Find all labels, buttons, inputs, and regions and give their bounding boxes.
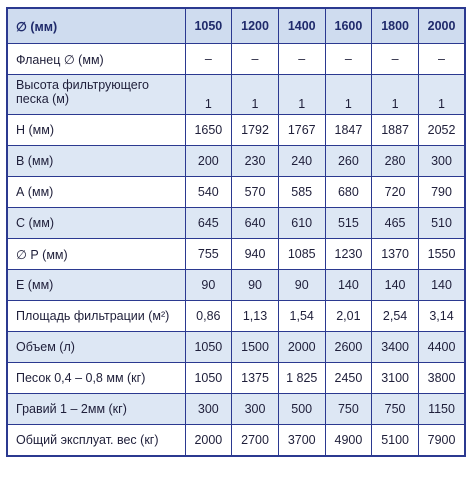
row-label: Е (мм) [7, 270, 185, 301]
row-value: 5100 [372, 425, 419, 457]
row-value: 1550 [418, 239, 465, 270]
row-value: 300 [418, 146, 465, 177]
row-value: 940 [232, 239, 279, 270]
row-value: 640 [232, 208, 279, 239]
table-row [7, 115, 465, 146]
row-label: Объем (л) [7, 332, 185, 363]
row-value: 1 [325, 75, 372, 115]
table-row [7, 270, 465, 301]
row-value: 1370 [372, 239, 419, 270]
row-value: 2600 [325, 332, 372, 363]
table-row [7, 75, 465, 115]
row-value: 1 [278, 75, 325, 115]
row-value: 510 [418, 208, 465, 239]
header-diameter: 1600 [325, 8, 372, 44]
row-label: Площадь фильтрации (м²) [7, 301, 185, 332]
table-row [7, 425, 465, 457]
row-label: Фланец ∅ (мм) [7, 44, 185, 75]
row-value: 260 [325, 146, 372, 177]
row-label: С (мм) [7, 208, 185, 239]
row-label: Общий эксплуат. вес (кг) [7, 425, 185, 457]
row-value: 515 [325, 208, 372, 239]
row-value: 2,01 [325, 301, 372, 332]
row-value: 3,14 [418, 301, 465, 332]
row-value: 1 [232, 75, 279, 115]
row-value: 200 [185, 146, 232, 177]
row-value: – [372, 44, 419, 75]
row-label: Высота фильтрующего песка (м) [7, 75, 185, 115]
row-value: 1 825 [278, 363, 325, 394]
table-row [7, 208, 465, 239]
row-value: 140 [372, 270, 419, 301]
row-value: 610 [278, 208, 325, 239]
table-row [7, 332, 465, 363]
header-diameter: 1400 [278, 8, 325, 44]
row-label: А (мм) [7, 177, 185, 208]
row-value: 0,86 [185, 301, 232, 332]
row-value: 3700 [278, 425, 325, 457]
row-value: – [232, 44, 279, 75]
header-row [7, 8, 465, 44]
row-value: 2450 [325, 363, 372, 394]
table-row [7, 394, 465, 425]
row-value: 1887 [372, 115, 419, 146]
row-label: В (мм) [7, 146, 185, 177]
row-value: 585 [278, 177, 325, 208]
row-value: 1650 [185, 115, 232, 146]
row-value: 7900 [418, 425, 465, 457]
row-value: 1,54 [278, 301, 325, 332]
row-value: 140 [325, 270, 372, 301]
row-value: 1792 [232, 115, 279, 146]
row-value: 1085 [278, 239, 325, 270]
row-value: 4400 [418, 332, 465, 363]
table-row [7, 44, 465, 75]
row-value: 1050 [185, 332, 232, 363]
row-value: – [325, 44, 372, 75]
row-value: 1375 [232, 363, 279, 394]
row-value: 3100 [372, 363, 419, 394]
row-value: 4900 [325, 425, 372, 457]
row-value: 755 [185, 239, 232, 270]
row-value: 750 [325, 394, 372, 425]
row-value: 2000 [278, 332, 325, 363]
row-value: 1 [372, 75, 419, 115]
row-value: 2052 [418, 115, 465, 146]
row-value: 645 [185, 208, 232, 239]
row-value: 1847 [325, 115, 372, 146]
row-label: Гравий 1 – 2мм (кг) [7, 394, 185, 425]
table-row [7, 146, 465, 177]
header-diameter: 1050 [185, 8, 232, 44]
row-value: 90 [278, 270, 325, 301]
row-value: 3800 [418, 363, 465, 394]
table-row [7, 301, 465, 332]
row-value: 1 [418, 75, 465, 115]
row-value: 465 [372, 208, 419, 239]
filter-spec-table [6, 7, 466, 457]
row-label: Песок 0,4 – 0,8 мм (кг) [7, 363, 185, 394]
row-value: 1150 [418, 394, 465, 425]
table-row [7, 177, 465, 208]
row-value: 1500 [232, 332, 279, 363]
row-value: 2,54 [372, 301, 419, 332]
row-value: 3400 [372, 332, 419, 363]
row-value: 240 [278, 146, 325, 177]
row-value: – [418, 44, 465, 75]
row-value: 90 [185, 270, 232, 301]
row-value: 280 [372, 146, 419, 177]
row-value: 1050 [185, 363, 232, 394]
row-value: 500 [278, 394, 325, 425]
row-value: 1767 [278, 115, 325, 146]
header-diameter: 1800 [372, 8, 419, 44]
row-label: Н (мм) [7, 115, 185, 146]
row-value: 90 [232, 270, 279, 301]
row-value: 230 [232, 146, 279, 177]
row-value: 1 [185, 75, 232, 115]
row-value: 1230 [325, 239, 372, 270]
row-value: 2700 [232, 425, 279, 457]
row-value: 570 [232, 177, 279, 208]
row-value: 540 [185, 177, 232, 208]
row-value: 300 [185, 394, 232, 425]
row-value: 750 [372, 394, 419, 425]
row-label: ∅ Р (мм) [7, 239, 185, 270]
row-value: 680 [325, 177, 372, 208]
row-value: 140 [418, 270, 465, 301]
row-value: – [278, 44, 325, 75]
row-value: 2000 [185, 425, 232, 457]
header-diameter: 2000 [418, 8, 465, 44]
table-row [7, 363, 465, 394]
row-value: – [185, 44, 232, 75]
header-diameter: 1200 [232, 8, 279, 44]
table-row [7, 239, 465, 270]
row-value: 300 [232, 394, 279, 425]
row-value: 790 [418, 177, 465, 208]
row-value: 720 [372, 177, 419, 208]
row-value: 1,13 [232, 301, 279, 332]
header-label: ∅ (мм) [7, 8, 185, 44]
